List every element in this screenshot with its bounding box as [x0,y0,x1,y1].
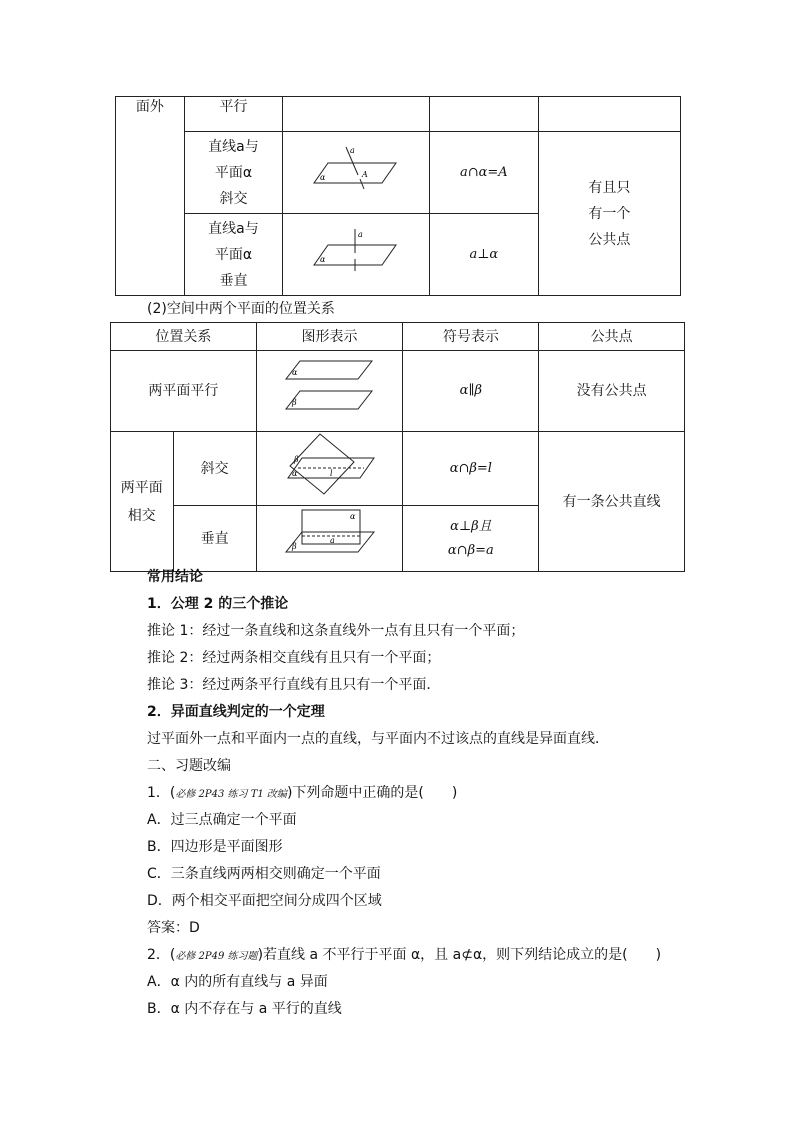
question-2 [147,944,661,964]
cell-oblique-planes: 斜交 [173,432,256,506]
figure-line-oblique [283,132,430,214]
c1-item-3: 推论 3：经过两条平行直线有且只有一个平面． [147,677,441,693]
cell-perp: 直线a与 平面α 垂直 [184,214,283,296]
perp-sym-line2: α∩β=a [447,542,494,558]
label-alpha: α [291,469,297,478]
cell-common-point: 有且只 有一个 公共点 [538,132,680,296]
cell-planes-parallel: 两平面平行 [111,351,257,432]
q1-source: 必修 2P43 练习 T1 改编 [175,789,287,800]
label-alpha: α [320,255,326,264]
label-beta: β [293,455,299,464]
conclusions-heading: 常用结论 [147,569,203,585]
cell-oblique: 直线a与 平面α 斜交 [184,132,283,214]
line-oblique-figure [306,143,406,193]
q2-option-b: B．α 内不存在与 a 平行的直线 [147,1001,342,1017]
figure-planes-parallel [256,351,403,432]
q2-stem: )若直线 a 不平行于平面 α，且 a⊄α，则下列结论成立的是( ) [257,947,662,963]
planes-parallel-figure [280,355,380,419]
cell-parallel-common: 没有公共点 [539,351,685,432]
c1-item-2: 推论 2：经过两条相交直线有且只有一个平面； [147,650,441,666]
q2-number: 2．( [147,947,176,963]
q1-option-b: B．四边形是平面图形 [147,839,283,855]
cell-outside-plane: 面外 [116,97,185,296]
planes-perp-figure [280,506,380,562]
perp-sym-line1: α⊥β且 [450,518,492,534]
q1-stem: )下列命题中正确的是( ) [286,785,458,801]
exercise-heading: 二、习题改编 [147,758,231,774]
q1-answer: 答案：D [147,920,200,936]
cell-planes-intersect: 两平面 相交 [111,432,174,572]
label-beta: β [291,542,297,551]
c2-title: 2．异面直线判定的一个定理 [147,704,325,720]
plane-plane-table [110,322,685,572]
q2-option-a: A．α 内的所有直线与 a 异面 [147,974,328,990]
label-a: a [358,230,363,239]
cell-perp-planes: 垂直 [173,506,256,572]
figure-line-perp [283,214,430,296]
q1-option-a: A．过三点确定一个平面 [147,812,297,828]
header-common: 公共点 [539,323,685,351]
planes-oblique-figure [280,432,380,496]
cell-parallel: 平行 [184,97,283,132]
c1-item-1: 推论 1：经过一条直线和这条直线外一点有且只有一个平面； [147,623,525,639]
label-alpha: α [320,173,326,182]
figure-planes-perp [256,506,403,572]
label-a: a [350,146,355,155]
line-plane-table [115,96,681,296]
header-position: 位置关系 [111,323,257,351]
cell-perp-planes-symbol [403,506,539,572]
cell-parallel-symbol: α∥β [403,351,539,432]
figure-planes-oblique [256,432,403,506]
label-alpha: α [349,512,355,521]
q2-source: 必修 2P49 练习题 [175,951,258,962]
label-alpha: α [291,367,297,377]
label-A: A [362,170,368,179]
line-perp-figure [306,225,406,275]
c1-title: 1．公理 2 的三个推论 [147,596,289,612]
cell-oblique-symbol: a∩α=A [430,132,539,214]
cell-perp-symbol: a⊥α [430,214,539,296]
cell-intersect-common: 有一条公共直线 [539,432,685,572]
c2-body: 过平面外一点和平面内一点的直线，与平面内不过该点的直线是异面直线． [147,731,609,747]
header-symbol: 符号表示 [403,323,539,351]
q1-number: 1．( [147,785,176,801]
header-figure: 图形表示 [256,323,403,351]
label-a: a [329,536,335,545]
section2-title: (2)空间中两个平面的位置关系 [147,301,335,317]
label-beta: β [291,397,297,407]
label-l: l [329,469,333,478]
question-1 [147,782,457,802]
cell-oblique-planes-symbol: α∩β=l [403,432,539,506]
q1-option-d: D．两个相交平面把空间分成四个区域 [147,893,382,909]
q1-option-c: C．三条直线两两相交则确定一个平面 [147,866,381,882]
